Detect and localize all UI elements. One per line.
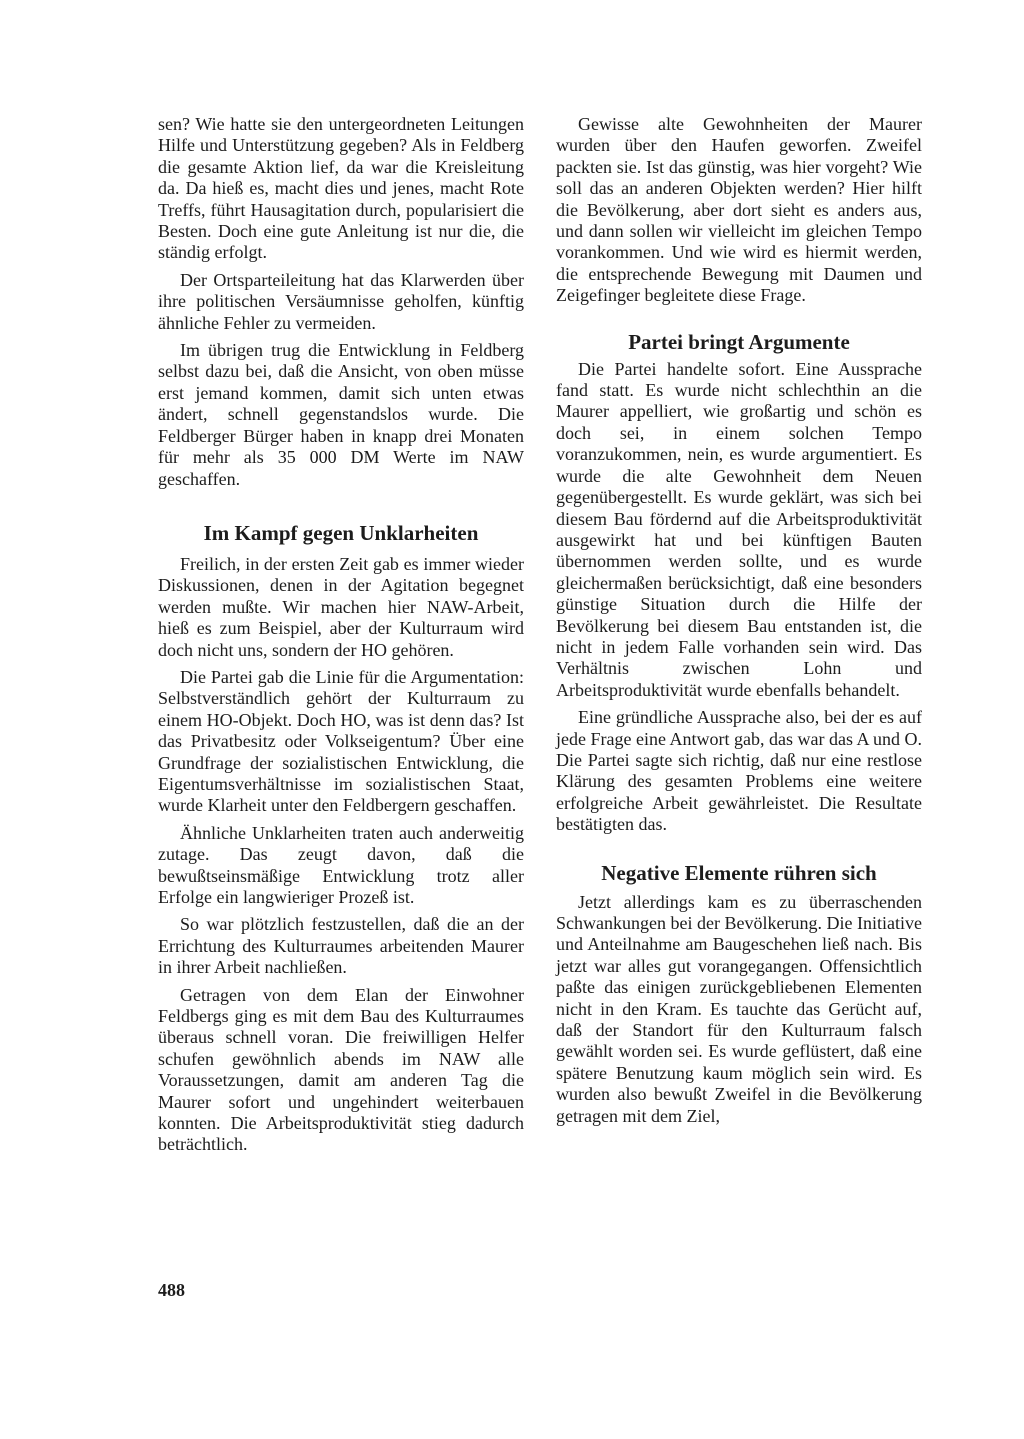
- paragraph: Freilich, in der ersten Zeit gab es immer wieder Diskussionen, denen in der Agitation begegnet werden mußte. Wir machen hier NAW-Arbeit, hieß es zum Beispiel, aber der Kulturraum wird doch nicht uns, sondern der HO gehören.: [158, 553, 524, 660]
- paragraph: Der Ortsparteileitung hat das Klarwerden über ihre politischen Versäumnisse geholfen, künftig ähnliche Fehler zu vermeiden.: [158, 269, 524, 333]
- paragraph: Eine gründliche Aussprache also, bei der es auf jede Frage eine Antwort gab, das war das A und O. Die Partei sagte sich richtig, daß nur eine restlose Klärung des gesamten Problems eine weitere erfolgreiche Arbeit gewährleistet. Die Resultate bestätigten das.: [556, 707, 922, 835]
- section-heading: Im Kampf gegen Unklarheiten: [203, 520, 479, 545]
- right-column: [556, 114, 922, 1133]
- paragraph: Getragen von dem Elan der Einwohner Feldbergs ging es mit dem Bau des Kulturraumes überaus schnell voran. Die freiwilligen Helfer schufen gewöhnlich abends im NAW alle Voraussetzungen, damit am anderen Tag die Maurer sofort und ungehindert weiterbauen konnten. Die Arbeitsproduktivität stieg dadurch beträchtlich.: [158, 984, 524, 1155]
- section-heading: Negative Elemente rühren sich: [601, 860, 877, 885]
- paragraph: Ähnliche Unklarheiten traten auch anderweitig zutage. Das zeugt davon, daß die bewußtseinsmäßige Entwicklung trotz aller Erfolge ein langwieriger Prozeß ist.: [158, 822, 524, 907]
- paragraph: Die Partei handelte sofort. Eine Aussprache fand statt. Es wurde nicht schlechthin an die Maurer appelliert, wie großartig und schön es doch sei, in einem solchen Tempo voranzukommen, nein, es wurde argumentiert. Es wurde die alte Gewohnheit dem Neuen gegenübergestellt. Es wurde geklärt, was sich bei diesem Bau fördernd auf die Arbeitsproduktivität ausgewirkt hat und bei künftigen Bauten übernommen werden sollte, und es wurde gleichermaßen berücksichtigt, daß eine besonders günstige Situation durch die Hilfe der Bevölkerung bei diesem Bau entstanden ist, die nicht in jedem Falle vorhanden sein wird. Das Verhältnis zwischen Lohn und Arbeitsproduktivität wurde ebenfalls behandelt.: [556, 358, 922, 700]
- paragraph: sen? Wie hatte sie den untergeordneten Leitungen Hilfe und Unterstützung gegeben? Als in Feldberg die gesamte Aktion lief, da war die Kreisleitung da. Da hieß es, macht dies und jenes, macht Rote Treffs, führt Hausagitation durch, popularisiert die Besten. Doch eine gute Anleitung ist nur die, die ständig erfolgt.: [158, 114, 524, 263]
- paragraph: Die Partei gab die Linie für die Argumentation: Selbstverständlich gehört der Kulturraum zu einem HO-Objekt. Doch HO, was ist denn das? Ist das Privatbesitz oder Volkseigentum? Über eine Grundfrage der sozialistischen Entwicklung, die Eigentumsverhältnisse im sozialistischen Staat, wurde Klarheit unter den Feldbergern geschaffen.: [158, 666, 524, 816]
- paragraph: Gewisse alte Gewohnheiten der Maurer wurden über den Haufen geworfen. Zweifel packten sie. Ist das günstig, was hier vorgeht? Wie soll das an anderen Objekten werden? Hier hilft die Bevölkerung, aber dort sieht es anders aus, und dann sollen wir vielleicht im gleichen Tempo vorankommen. Und wie wird es hiermit werden, die entsprechende Bewegung mit Daumen und Zeigefinger begleitete diese Frage.: [556, 114, 922, 306]
- page-number: 488: [158, 1280, 185, 1300]
- section-heading: Partei bringt Argumente: [628, 329, 850, 354]
- paragraph: So war plötzlich festzustellen, daß die an der Errichtung des Kulturraumes arbeitenden Maurer in ihrer Arbeit nachließen.: [158, 914, 524, 978]
- paragraph: Im übrigen trug die Entwicklung in Feldberg selbst dazu bei, daß die Ansicht, von oben müsse erst jemand kommen, damit sich unten etwas ändert, schnell gegenstandslos wurde. Die Feldberger Bürger haben in knapp drei Monaten für mehr als 35 000 DM Werte im NAW geschaffen.: [158, 340, 524, 489]
- left-column: [158, 114, 524, 1162]
- paragraph: Jetzt allerdings kam es zu überraschenden Schwankungen bei der Bevölkerung. Die Initiative und Anteilnahme am Baugeschehen ließ nach. Bis jetzt war alles gut vorangegangen. Offensichtlich paßte das einigen zurückgebliebenen Elementen nicht in den Kram. Es tauchte das Gerücht auf, daß der Standort für den Kulturraum falsch gewählt worden sei. Es wurde geflüstert, daß eine spätere Benutzung kaum möglich sein wird. Es wurden also bewußt Zweifel in die Bevölkerung getragen mit dem Ziel,: [556, 891, 922, 1126]
